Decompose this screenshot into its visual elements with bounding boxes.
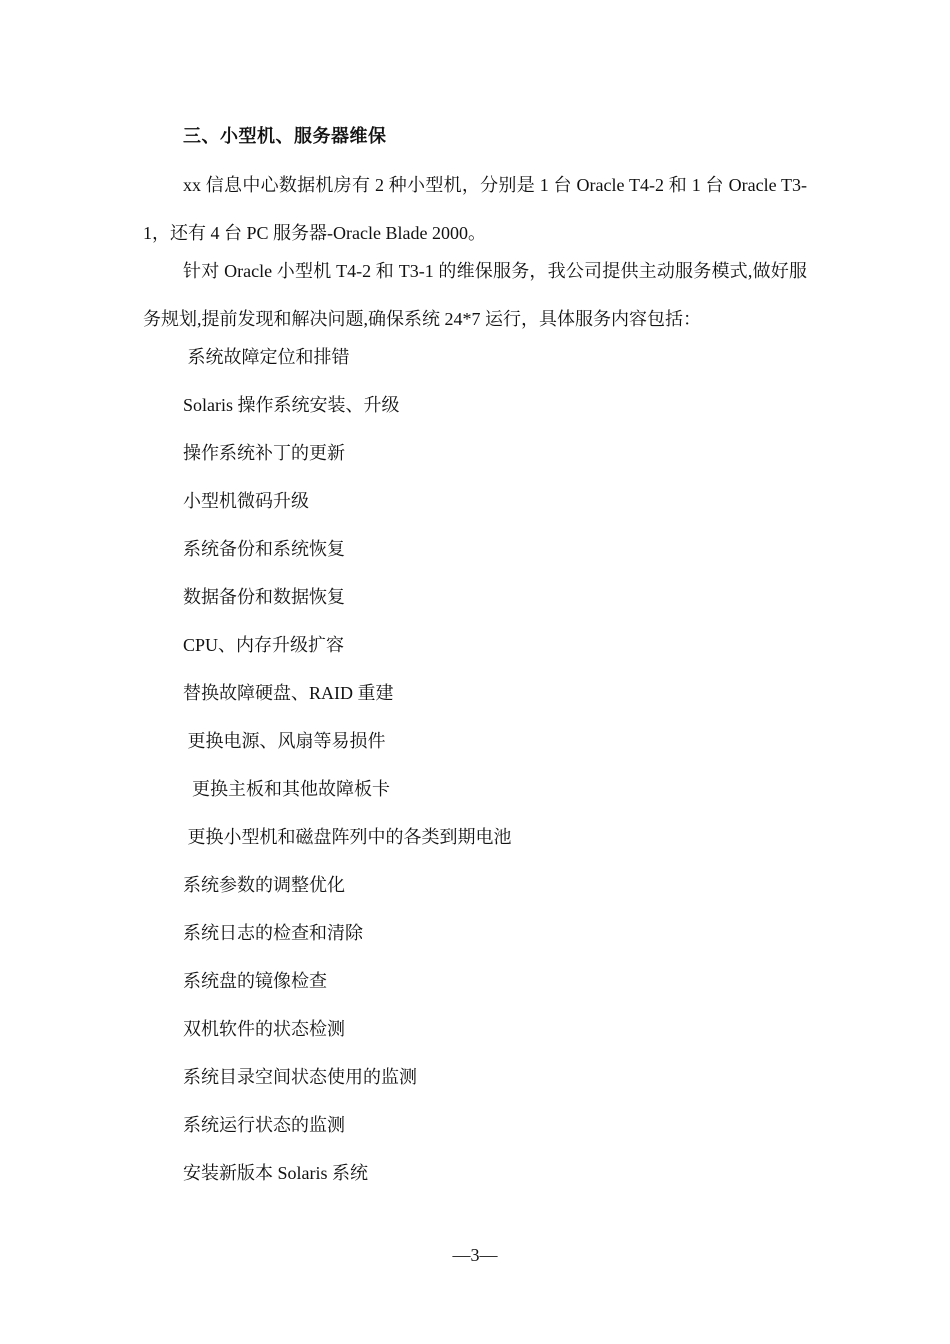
section-heading: 三、小型机、服务器维保 [183, 126, 387, 147]
service-item: 替换故障硬盘、RAID 重建 [183, 683, 394, 703]
service-item: 系统运行状态的监测 [183, 1115, 345, 1135]
page-number: —3— [452, 1245, 498, 1265]
service-item: 数据备份和数据恢复 [183, 587, 345, 607]
service-item: 系统故障定位和排错 [183, 347, 350, 367]
service-item: 更换小型机和磁盘阵列中的各类到期电池 [183, 827, 512, 847]
service-item: 更换主板和其他故障板卡 [183, 779, 390, 799]
service-item: 安装新版本 Solaris 系统 [183, 1163, 369, 1183]
service-item: 更换电源、风扇等易损件 [183, 731, 386, 751]
service-item: 系统备份和系统恢复 [183, 539, 345, 559]
service-paragraph: 针对 Oracle 小型机 T4-2 和 T3-1 的维保服务，我公司提供主动服务模式,做好服务规划,提前发现和解决问题,确保系统 24*7 运行，具体服务内容包括： [143, 261, 807, 329]
service-list [183, 333, 512, 1197]
service-item: 系统日志的检查和清除 [183, 923, 363, 943]
intro-paragraph: xx 信息中心数据机房有 2 种小型机，分别是 1 台 Oracle T4-2 和 1 台 Oracle T3-1，还有 4 台 PC 服务器-Oracle Blade 2000。 [143, 175, 807, 243]
service-item: CPU、内存升级扩容 [183, 635, 345, 655]
service-item: 系统盘的镜像检查 [183, 971, 327, 991]
service-item: 操作系统补丁的更新 [183, 443, 345, 463]
service-item: 小型机微码升级 [183, 491, 309, 511]
service-item: 系统参数的调整优化 [183, 875, 345, 895]
service-item: 系统目录空间状态使用的监测 [183, 1067, 417, 1087]
service-item: 双机软件的状态检测 [183, 1019, 345, 1039]
service-item: Solaris 操作系统安装、升级 [183, 395, 400, 415]
